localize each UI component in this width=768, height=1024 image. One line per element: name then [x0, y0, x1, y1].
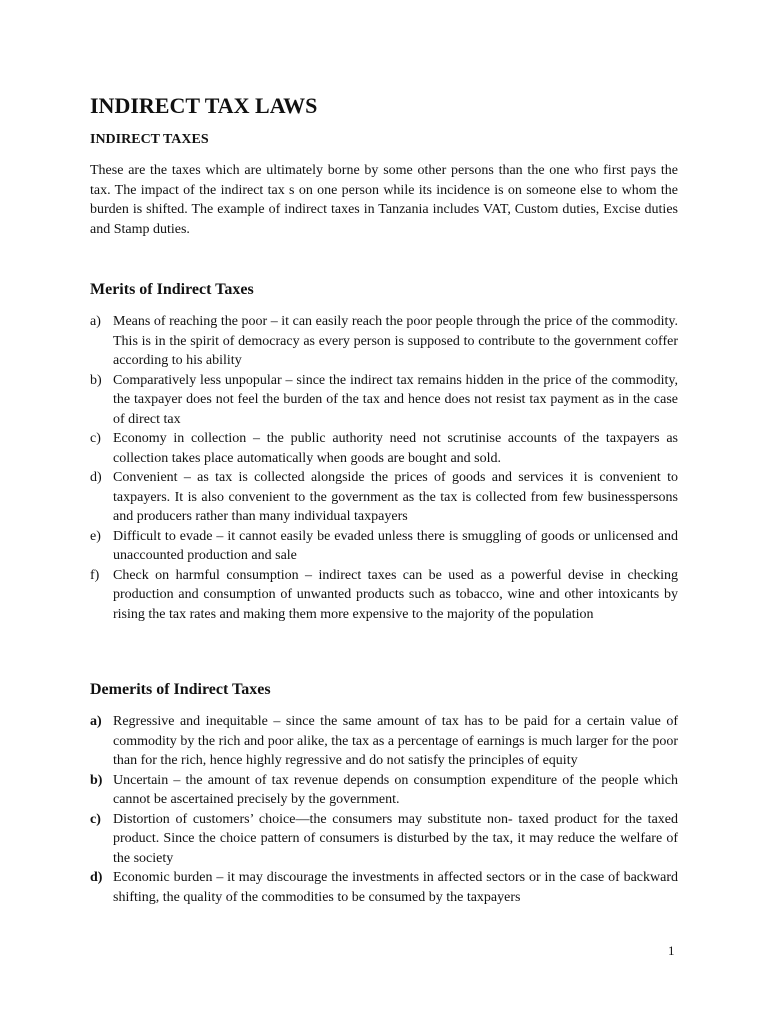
list-marker: b) [90, 772, 103, 788]
list-item [90, 868, 678, 907]
merits-heading: Merits of Indirect Taxes [90, 281, 254, 298]
list-marker: f) [90, 567, 100, 583]
section-subtitle: INDIRECT TAXES [90, 132, 209, 147]
list-marker: d) [90, 870, 103, 885]
list-item [90, 712, 678, 771]
list-item-text: Difficult to evade – it cannot easily be evaded unless there is smuggling of goods or unlicensed and unaccounted production and sale [113, 528, 678, 563]
document-title: INDIRECT TAX LAWS [90, 93, 318, 118]
list-item-text: Comparatively less unpopular – since the indirect tax remains hidden in the price of the commodity, the taxpayer does not feel the burden of the tax and hence does not resist tax payment as in the case of direct tax [113, 372, 678, 427]
demerits-list [90, 712, 678, 907]
list-marker: c) [90, 431, 101, 446]
list-item [90, 810, 678, 869]
list-item-text: Uncertain – the amount of tax revenue depends on consumption expenditure of the people which cannot be ascertained precisely by the government. [113, 772, 678, 807]
list-item [90, 312, 678, 371]
list-item [90, 468, 678, 527]
list-item [90, 429, 678, 468]
list-marker: a) [90, 314, 101, 329]
list-marker: d) [90, 470, 102, 485]
merits-list [90, 312, 678, 624]
list-item-text: Convenient – as tax is collected alongside the prices of goods and services it is convenient to taxpayers. It is also convenient to the government as the tax is collected from few businesspersons and producers rather than many individual taxpayers [113, 470, 678, 524]
list-item-text: Economic burden – it may discourage the investments in affected sectors or in the case of backward shifting, the quality of the commodities to be consumed by the taxpayers [113, 870, 678, 905]
list-item-text: Means of reaching the poor – it can easily reach the poor people through the price of the commodity. This is in the spirit of democracy as every person is supposed to contribute to the government coffer according to his ability [113, 314, 678, 368]
intro-paragraph: These are the taxes which are ultimately borne by some other persons than the one who first pays the tax. The impact of the indirect tax s on one person while its incidence is on someone else to whom the burden is shifted. The example of indirect taxes in Tanzania includes VAT, Custom duties, Excise duties and Stamp duties. [90, 163, 678, 237]
list-marker: e) [90, 528, 101, 544]
list-item [90, 771, 678, 810]
list-marker: c) [90, 811, 101, 827]
list-marker: b) [90, 372, 102, 388]
list-item-text: Economy in collection – the public authority need not scrutinise accounts of the taxpayers as collection takes place automatically when goods are bought and sold. [113, 431, 678, 466]
list-item [90, 371, 678, 430]
list-item-text: Regressive and inequitable – since the same amount of tax has to be paid for a certain value of commodity by the rich and poor alike, the tax as a percentage of earnings is much larger for the poor than for the rich, hence highly regressive and do not satisfy the principles of equity [113, 714, 678, 768]
list-item-text: Check on harmful consumption – indirect taxes can be used as a powerful devise in checking production and consumption of unwanted products such as tobacco, wine and other intoxicants by rising the tax rates and making them more expensive to the majority of the population [113, 567, 678, 622]
list-item [90, 566, 678, 625]
list-item-text: Distortion of customers’ choice—the consumers may substitute non- taxed product for the taxed product. Since the choice pattern of consumers is disturbed by the tax, it may reduce the welfare of the society [113, 811, 678, 866]
demerits-heading: Demerits of Indirect Taxes [90, 681, 271, 698]
page-number: 1 [668, 943, 675, 958]
list-marker: a) [90, 714, 102, 729]
list-item [90, 527, 678, 566]
